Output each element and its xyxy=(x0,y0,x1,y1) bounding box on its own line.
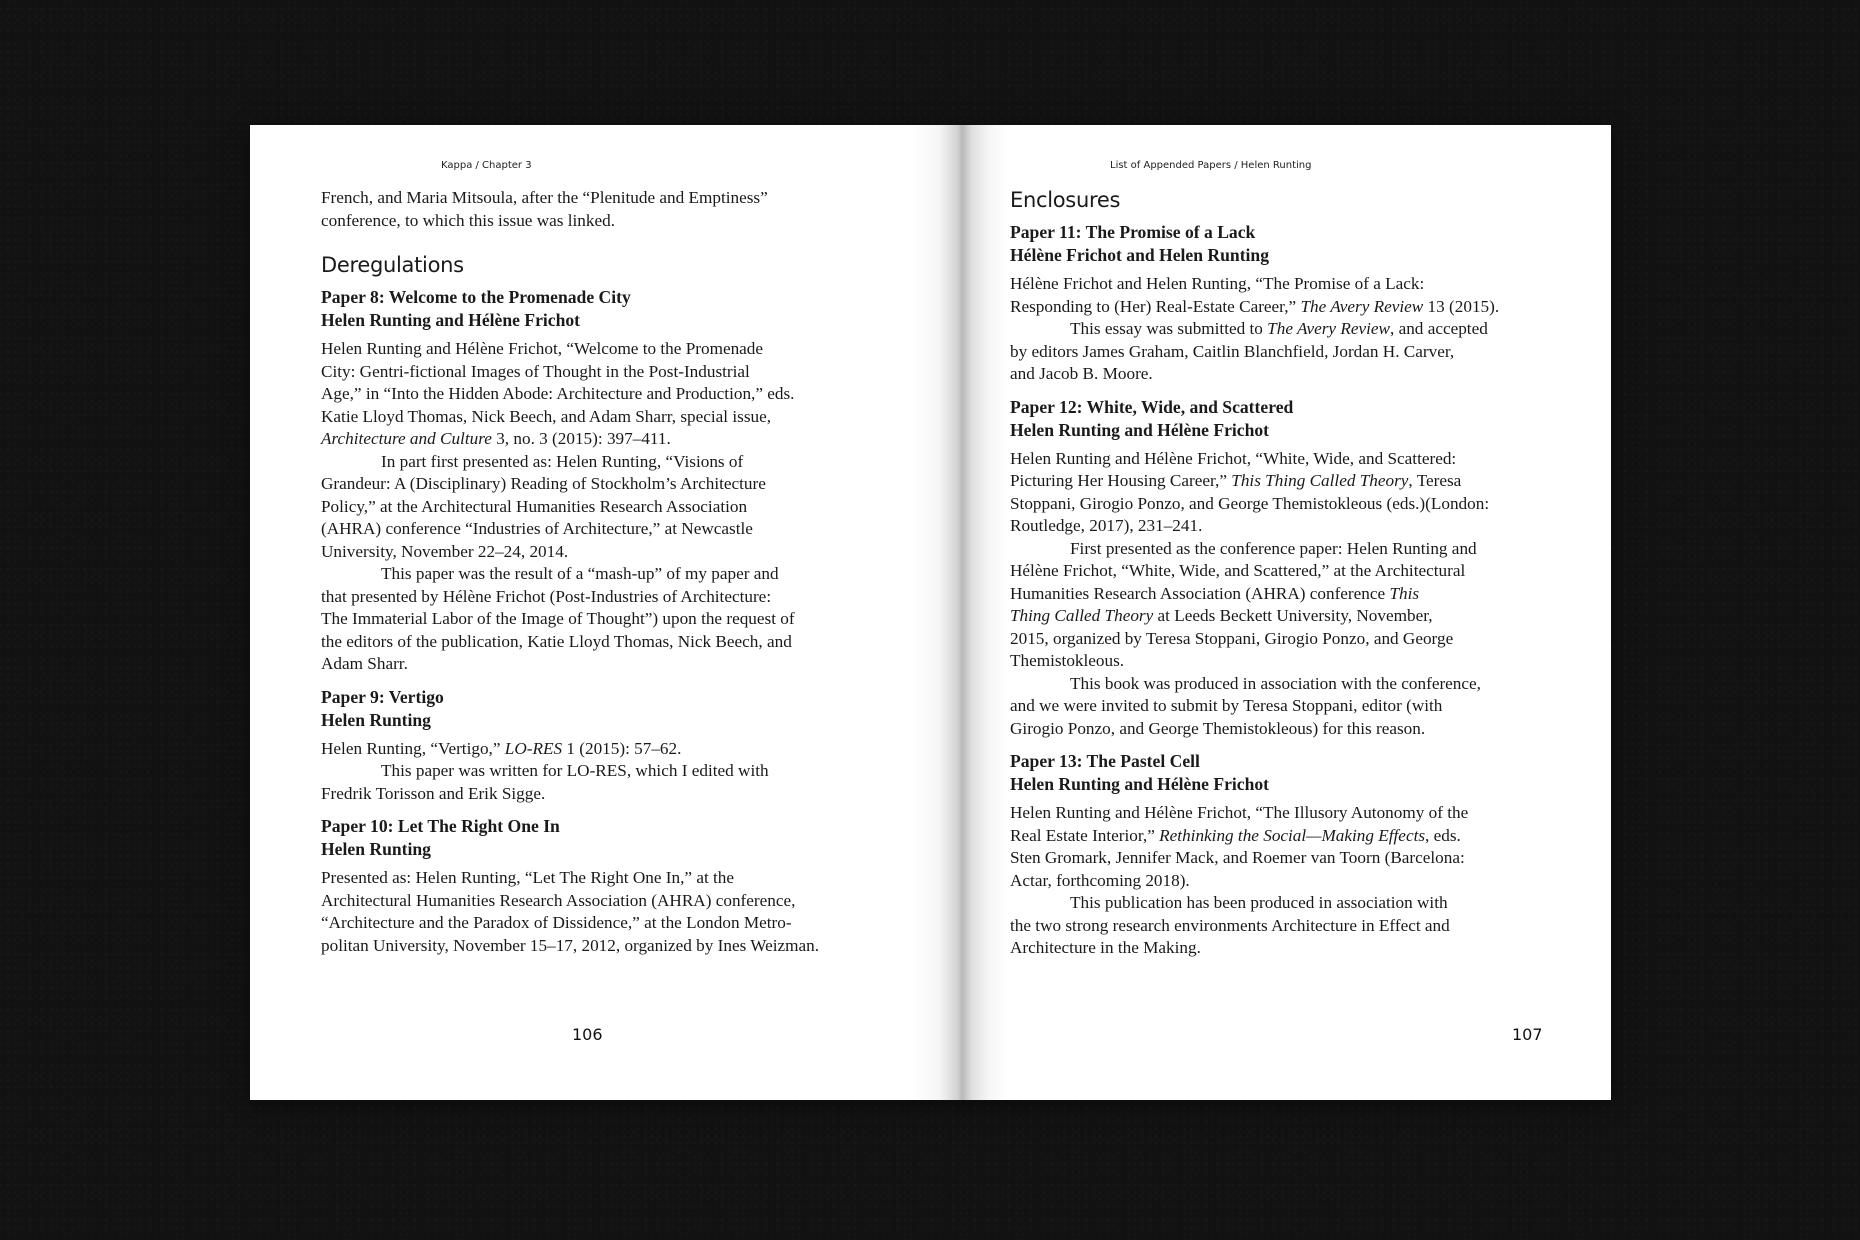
note-line: the editors of the publication, Katie Lloyd Thomas, Nick Beech, and xyxy=(321,631,792,651)
note-line: Policy,” at the Architectural Humanities Research Association xyxy=(321,496,748,516)
citation-line xyxy=(1010,825,1550,848)
note-line: This publication has been produced in association with xyxy=(1070,893,1448,912)
intro-line: French, and Maria Mitsoula, after the “Plenitude and Emptiness” xyxy=(321,188,768,207)
note-line xyxy=(1010,583,1550,606)
paper-authors: Helen Runting and Hélène Frichot xyxy=(321,310,581,330)
citation-line: Katie Lloyd Thomas, Nick Beech, and Adam Sharr, special issue, xyxy=(321,406,772,426)
note-line xyxy=(1010,605,1550,628)
running-head: List of Appended Papers / Helen Runting xyxy=(1110,160,1312,171)
note-line: Fredrik Torisson and Erik Sigge. xyxy=(321,783,546,803)
citation-detail: 13 (2015). xyxy=(1423,296,1500,316)
paper-heading xyxy=(1010,221,1550,267)
paper-heading xyxy=(1010,396,1550,442)
citation-detail: 3, no. 3 (2015): 397–411. xyxy=(491,429,671,448)
note-line: Themistokleous. xyxy=(1010,651,1125,670)
citation-line: Hélène Frichot and Helen Runting, “The Promise of a Lack: xyxy=(1010,274,1425,293)
citation-line: Architectural Humanities Research Association (AHRA) conference, xyxy=(321,890,796,910)
citation-text: Helen Runting, “Vertigo,” xyxy=(321,738,505,758)
citation-line: “Architecture and the Paradox of Dissidence,” at the London Metro- xyxy=(321,913,792,932)
paper-entry xyxy=(1010,221,1550,386)
citation-line: Presented as: Helen Runting, “Let The Right One In,” at the xyxy=(321,868,735,887)
intro-line: conference, to which this issue was linked. xyxy=(321,210,616,230)
citation-line: Sten Gromark, Jennifer Mack, and Roemer van Toorn (Barcelona: xyxy=(1010,848,1465,867)
paper-title: Paper 11: The Promise of a Lack xyxy=(1010,222,1256,242)
paper-entry xyxy=(321,686,861,806)
journal-title: LO-RES xyxy=(504,738,563,758)
paper-title: Paper 12: White, Wide, and Scattered xyxy=(1010,396,1294,417)
note-line: This book was produced in association with the conference, xyxy=(1070,673,1481,693)
note-line: Adam Sharr. xyxy=(321,654,408,673)
note-line: that presented by Hélène Frichot (Post-Industries of Architecture: xyxy=(321,586,772,606)
paper-entry xyxy=(321,286,861,676)
note-line: The Immaterial Labor of the Image of Thought”) upon the request of xyxy=(321,609,795,628)
note-line: University, November 22–24, 2014. xyxy=(321,541,569,561)
note-line: and we were invited to submit by Teresa Stoppani, editor (with xyxy=(1010,696,1443,715)
citation-detail: , eds. xyxy=(1425,825,1461,845)
journal-title: Architecture and Culture xyxy=(321,429,492,448)
note-line: Hélène Frichot, “White, Wide, and Scattered,” at the Architectural xyxy=(1010,561,1466,580)
book-title: Thing Called Theory xyxy=(1010,606,1154,625)
paper-title: Paper 10: Let The Right One In xyxy=(321,816,560,836)
right-page xyxy=(930,125,1611,1100)
book-spread xyxy=(250,125,1611,1100)
left-page xyxy=(250,125,930,1100)
paper-authors: Helen Runting xyxy=(321,709,431,730)
journal-title: The Avery Review xyxy=(1300,296,1424,316)
note-line: Girogio Ponzo, and George Themistokleous) for this reason. xyxy=(1010,718,1426,738)
citation-text: Real Estate Interior,” xyxy=(1010,825,1160,845)
note-text: at Leeds Beckett University, November, xyxy=(1153,606,1433,625)
paper-title: Paper 9: Vertigo xyxy=(321,686,444,707)
note-line: 2015, organized by Teresa Stoppani, Girogio Ponzo, and George xyxy=(1010,628,1454,648)
note-line: In part first presented as: Helen Runting, “Visions of xyxy=(381,451,744,471)
note-line: the two strong research environments Architecture in Effect and xyxy=(1010,915,1450,935)
paper-entry xyxy=(1010,396,1550,741)
note-line: (AHRA) conference “Industries of Architecture,” at Newcastle xyxy=(321,519,753,538)
right-page-text xyxy=(1010,187,1550,970)
running-head: Kappa / Chapter 3 xyxy=(441,160,532,171)
book-title: This xyxy=(1389,583,1420,603)
citation-line: City: Gentri-fictional Images of Thought in the Post-Industrial xyxy=(321,361,750,381)
note-line: by editors James Graham, Caitlin Blanchfield, Jordan H. Carver, xyxy=(1010,341,1455,361)
section-title: Deregulations xyxy=(321,253,464,277)
citation-line xyxy=(321,428,861,451)
note-text: Humanities Research Association (AHRA) conference xyxy=(1010,583,1390,603)
book-title: Rethinking the Social—Making Effects xyxy=(1159,825,1426,845)
note-line: Architecture in the Making. xyxy=(1010,938,1201,957)
journal-title: The Avery Review xyxy=(1267,319,1390,338)
paper-heading xyxy=(321,286,861,332)
citation-line xyxy=(1010,296,1550,319)
citation-detail: 1 (2015): 57–62. xyxy=(562,738,682,758)
paper-heading xyxy=(321,815,861,861)
note-text: This essay was submitted to xyxy=(1070,319,1268,338)
paper-heading xyxy=(1010,750,1550,796)
citation-line: Helen Runting and Hélène Frichot, “White, Wide, and Scattered: xyxy=(1010,448,1457,468)
paper-title: Paper 13: The Pastel Cell xyxy=(1010,751,1200,771)
citation-line xyxy=(321,738,861,761)
note-line: Grandeur: A (Disciplinary) Reading of Stockholm’s Architecture xyxy=(321,474,766,493)
citation-line: Helen Runting and Hélène Frichot, “Welcome to the Promenade xyxy=(321,339,764,358)
citation-detail: , Teresa xyxy=(1408,471,1462,490)
note-line: and Jacob B. Moore. xyxy=(1010,364,1153,383)
paper-authors: Helen Runting and Hélène Frichot xyxy=(1010,774,1270,794)
page-number: 106 xyxy=(572,1025,603,1044)
paper-authors: Helen Runting and Hélène Frichot xyxy=(1010,419,1270,440)
book-title: This Thing Called Theory xyxy=(1231,471,1409,490)
note-line: This paper was written for LO-RES, which I edited with xyxy=(381,761,769,780)
paper-authors: Hélène Frichot and Helen Runting xyxy=(1010,245,1270,265)
paper-heading xyxy=(321,686,861,732)
left-page-text xyxy=(321,187,861,967)
paper-entry xyxy=(321,815,861,957)
note-line: First presented as the conference paper: Helen Runting and xyxy=(1070,538,1477,558)
citation-line: Age,” in “Into the Hidden Abode: Architecture and Production,” eds. xyxy=(321,384,795,403)
citation-line xyxy=(1010,470,1550,493)
citation-line: Helen Runting and Hélène Frichot, “The Illusory Autonomy of the xyxy=(1010,803,1469,822)
citation-line: Stoppani, Girogio Ponzo, and George Themistokleous (eds.)(London: xyxy=(1010,493,1490,513)
citation-line: Actar, forthcoming 2018). xyxy=(1010,870,1190,890)
paper-authors: Helen Runting xyxy=(321,839,431,859)
citation-text: Responding to (Her) Real-Estate Career,” xyxy=(1010,296,1301,316)
page-number: 107 xyxy=(1512,1025,1543,1044)
note-text: , and accepted xyxy=(1389,319,1488,338)
note-line xyxy=(1010,318,1550,341)
citation-line: politan University, November 15–17, 2012, organized by Ines Weizman. xyxy=(321,935,820,955)
section-title: Enclosures xyxy=(1010,188,1121,212)
paper-entry xyxy=(1010,750,1550,960)
paper-title: Paper 8: Welcome to the Promenade City xyxy=(321,287,631,307)
citation-line: Routledge, 2017), 231–241. xyxy=(1010,516,1203,535)
citation-text: Picturing Her Housing Career,” xyxy=(1010,471,1232,490)
note-line: This paper was the result of a “mash-up” of my paper and xyxy=(381,564,779,583)
